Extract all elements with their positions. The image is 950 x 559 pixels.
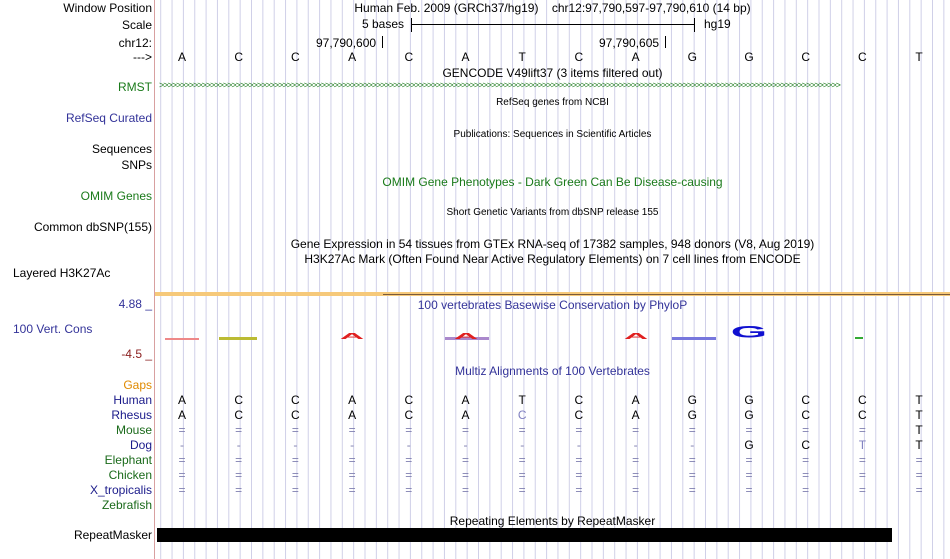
alignment-base: = — [575, 453, 583, 467]
track-label-gaps: Gaps — [123, 378, 152, 392]
alignment-base: = — [915, 483, 923, 497]
alignment-base: A — [348, 408, 357, 422]
alignment-base: T — [915, 408, 923, 422]
alignment-base: = — [802, 453, 810, 467]
track-label-repeatmasker[interactable]: RepeatMasker — [73, 528, 152, 542]
alignment-base: = — [688, 483, 696, 497]
alignment-base: = — [632, 423, 640, 437]
alignment-base: = — [632, 453, 640, 467]
refseq-track-title[interactable]: RefSeq genes from NCBI — [496, 97, 609, 108]
sequence-base: G — [744, 50, 754, 64]
alignment-base: = — [235, 423, 243, 437]
species-label[interactable]: Dog — [129, 438, 152, 452]
alignment-base: = — [858, 423, 866, 437]
alignment-base: - — [463, 438, 468, 452]
alignment-base: C — [517, 408, 527, 422]
alignment-base: = — [405, 453, 413, 467]
alignment-base: = — [405, 483, 413, 497]
alignment-base: - — [236, 438, 241, 452]
track-label-omim[interactable]: OMIM Genes — [80, 189, 152, 203]
track-label-rmst[interactable]: RMST — [118, 80, 152, 94]
alignment-base: G — [744, 393, 754, 407]
alignment-base: T — [858, 438, 867, 452]
sequence-base: C — [801, 50, 811, 64]
position-left-tick — [382, 36, 383, 48]
alignment-base: C — [404, 393, 414, 407]
alignment-base: = — [178, 483, 186, 497]
alignment-base: = — [461, 483, 469, 497]
alignment-base: = — [348, 483, 356, 497]
multiz-track-title[interactable]: Multiz Alignments of 100 Vertebrates — [455, 364, 650, 378]
sequence-base: A — [348, 50, 357, 64]
alignment-base: C — [291, 393, 300, 407]
sequence-base: G — [687, 50, 697, 64]
rmst-gene-arrows[interactable]: >>>>>>>>>>>>>>>>>>>>>>>>>>>>>>>>>>>>>>>>>>>>>>>>>>>>>>>>>>>>>>>>>>>>>>>>>>>>>>>>>>>>>>>>>>>>>>>>>>>>>>>>>>>>>>>>>>>>>>>>>>>>>>>>>>>>>>>>>>>>>>>>>>>>>>>>>>>>>>>> — [159, 80, 840, 90]
strand-label: ---> — [133, 50, 152, 64]
alignment-base: = — [745, 483, 753, 497]
dbsnp-track-title[interactable]: Short Genetic Variants from dbSNP release 155 — [446, 207, 659, 218]
alignment-base: = — [461, 468, 469, 482]
alignment-base: = — [688, 468, 696, 482]
alignment-base: T — [915, 438, 923, 452]
alignment-base: - — [293, 438, 298, 452]
alignment-base: A — [461, 393, 470, 407]
alignment-base: = — [291, 423, 299, 437]
position-right: 97,790,605 — [599, 36, 660, 50]
alignment-base: = — [802, 423, 810, 437]
alignment-base: = — [178, 468, 186, 482]
alignment-base: C — [858, 408, 867, 422]
alignment-base: = — [575, 468, 583, 482]
track-label-layered-h3k27ac[interactable]: Layered H3K27Ac — [13, 266, 111, 280]
species-label[interactable]: Elephant — [104, 453, 152, 467]
alignment-base: = — [405, 468, 413, 482]
sequence-base: C — [574, 50, 584, 64]
scale-db: hg19 — [704, 17, 731, 31]
alignment-base: = — [688, 423, 696, 437]
alignment-base: C — [234, 393, 244, 407]
alignment-base: = — [745, 423, 753, 437]
repeat-track-title[interactable]: Repeating Elements by RepeatMasker — [449, 514, 656, 528]
scale-bar-right-end — [694, 18, 695, 32]
alignment-base: = — [178, 423, 186, 437]
alignment-base: A — [461, 408, 470, 422]
species-label[interactable]: Zebrafish — [101, 498, 152, 512]
cons-min-label: -4.5 _ — [121, 347, 152, 361]
alignment-base: C — [801, 438, 811, 452]
alignment-base: = — [178, 453, 186, 467]
alignment-base: = — [518, 483, 526, 497]
track-labels-panel — [0, 0, 155, 559]
cons-max-label: 4.88 _ — [118, 297, 152, 311]
alignment-base: G — [744, 408, 754, 422]
alignment-base: = — [348, 453, 356, 467]
position-left: 97,790,600 — [316, 36, 377, 50]
alignment-base: = — [348, 423, 356, 437]
sequence-base: C — [234, 50, 244, 64]
track-image[interactable] — [155, 0, 950, 559]
conservation-logo-letter: G — [730, 323, 768, 341]
alignment-base: = — [235, 483, 243, 497]
alignment-base: = — [802, 483, 810, 497]
alignment-base: = — [858, 453, 866, 467]
window-position-text — [155, 1, 950, 15]
species-label[interactable]: X_tropicalis — [89, 483, 152, 497]
alignment-base: - — [180, 438, 184, 452]
cons-mark-2 — [219, 337, 257, 340]
alignment-base: G — [687, 393, 697, 407]
alignment-base: C — [291, 408, 300, 422]
alignment-base: A — [177, 408, 186, 422]
position-right-tick — [665, 36, 666, 48]
track-label-snps[interactable]: SNPs — [121, 158, 152, 172]
alignment-base: A — [348, 393, 357, 407]
alignment-base: = — [291, 483, 299, 497]
alignment-base: = — [235, 468, 243, 482]
sequence-base: A — [461, 50, 470, 64]
gencode-track-title[interactable]: GENCODE V49lift37 (3 items filtered out) — [442, 66, 663, 80]
alignment-base: A — [631, 408, 640, 422]
cons-mark-1 — [165, 338, 199, 340]
alignment-base: = — [858, 483, 866, 497]
species-label[interactable]: Human — [113, 393, 152, 407]
alignment-base: = — [348, 468, 356, 482]
alignment-base: A — [631, 393, 640, 407]
repeatmasker-element[interactable] — [157, 528, 892, 542]
alignment-base: = — [291, 468, 299, 482]
phylop-track-title[interactable]: 100 vertebrates Basewise Conservation by PhyloP — [417, 298, 688, 312]
conservation-logo-letter: A — [339, 331, 365, 341]
alignment-base: C — [574, 408, 584, 422]
species-label[interactable]: Chicken — [108, 468, 152, 482]
track-label-common-dbsnp[interactable]: Common dbSNP(155) — [33, 220, 152, 234]
sequence-base: C — [858, 50, 867, 64]
conservation-logo-letter: A — [623, 331, 648, 341]
alignment-base: = — [518, 468, 526, 482]
alignment-base: = — [915, 453, 923, 467]
alignment-base: G — [744, 438, 754, 452]
scale-bar — [411, 24, 694, 25]
alignment-base: C — [574, 393, 584, 407]
alignment-base: T — [518, 393, 526, 407]
alignment-base: A — [177, 393, 186, 407]
cons-mark-5 — [855, 337, 863, 339]
track-label-vert-cons[interactable]: 100 Vert. Cons — [13, 322, 93, 336]
alignment-base: = — [575, 423, 583, 437]
alignment-base: C — [404, 408, 414, 422]
alignment-base: T — [915, 393, 923, 407]
position-range: chr12:97,790,597-97,790,610 (14 bp) — [551, 1, 751, 15]
sequence-base: A — [631, 50, 640, 64]
alignment-base: = — [632, 483, 640, 497]
alignment-base: G — [687, 408, 697, 422]
alignment-base: = — [461, 453, 469, 467]
alignment-base: = — [688, 453, 696, 467]
alignment-base: = — [575, 483, 583, 497]
publications-track-title[interactable]: Publications: Sequences in Scientific Articles — [453, 129, 652, 140]
alignment-base: = — [858, 468, 866, 482]
scale-text: 5 bases — [362, 17, 405, 31]
alignment-base: = — [802, 468, 810, 482]
alignment-base: = — [235, 453, 243, 467]
alignment-base: = — [745, 468, 753, 482]
h3k27ac-track-title[interactable]: H3K27Ac Mark (Often Found Near Active Regulatory Elements) on 7 cell lines from ENCODE — [304, 252, 801, 266]
alignment-base: - — [406, 438, 411, 452]
sequence-base: A — [177, 50, 186, 64]
alignment-base: = — [632, 468, 640, 482]
sequence-base: C — [404, 50, 414, 64]
alignment-base: - — [520, 438, 525, 452]
alignment-base: C — [801, 408, 811, 422]
alignment-base: = — [291, 453, 299, 467]
species-label[interactable]: Rhesus — [111, 408, 152, 422]
alignment-base: = — [405, 423, 413, 437]
omim-track-title[interactable]: OMIM Gene Phenotypes - Dark Green Can Be Disease-causing — [382, 175, 723, 189]
window-position-label: Window Position — [63, 1, 152, 15]
conservation-logo-letter: A — [453, 331, 478, 341]
alignment-base: = — [915, 468, 923, 482]
track-label-sequences[interactable]: Sequences — [91, 142, 152, 156]
alignment-base: - — [633, 438, 638, 452]
gtex-track-title[interactable]: Gene Expression in 54 tissues from GTEx RNA-seq of 17382 samples, 948 donors (V8, Aug 2019) — [290, 237, 815, 251]
sequence-base: T — [915, 50, 923, 64]
alignment-base: C — [858, 393, 867, 407]
alignment-base: T — [915, 423, 923, 437]
alignment-base: C — [234, 408, 244, 422]
sequence-base: C — [291, 50, 300, 64]
alignment-base: = — [745, 453, 753, 467]
h3k27ac-signal-line — [383, 294, 950, 295]
track-label-refseq[interactable]: RefSeq Curated — [65, 111, 152, 125]
alignment-base: = — [461, 423, 469, 437]
chrom-label: chr12: — [118, 36, 152, 50]
scale-label: Scale — [121, 18, 152, 32]
scale-bar-left-end — [411, 18, 412, 32]
alignment-base: - — [350, 438, 355, 452]
alignment-base: - — [576, 438, 581, 452]
species-label[interactable]: Mouse — [115, 423, 152, 437]
assembly-name: Human Feb. 2009 (GRCh37/hg19) — [354, 1, 539, 15]
alignment-base: = — [518, 423, 526, 437]
alignment-base: C — [801, 393, 811, 407]
alignment-base: - — [690, 438, 695, 452]
sequence-base: T — [518, 50, 526, 64]
alignment-base: = — [518, 453, 526, 467]
